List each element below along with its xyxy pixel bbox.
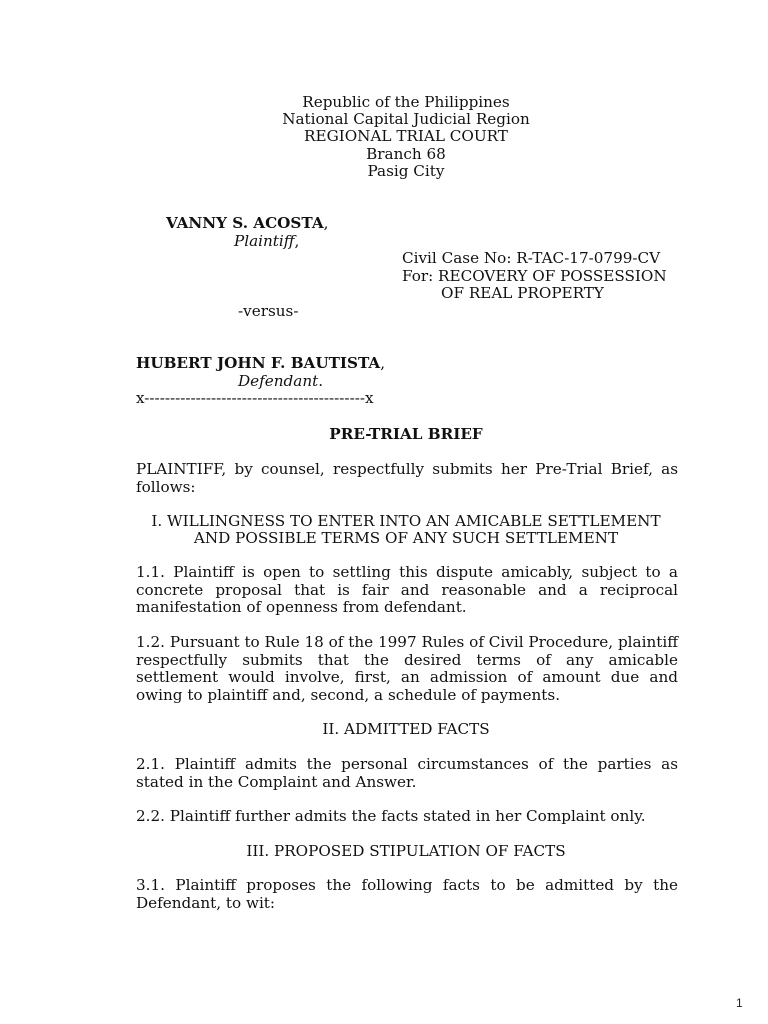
plaintiff-role: Plaintiff: [234, 232, 295, 250]
paragraph-1-2: 1.2. Pursuant to Rule 18 of the 1997 Rules of Civil Procedure, plaintiff respectfully submits that the desired terms of any amicable settlement would involve, first, an admission of amount due and owing to plaintiff and, second, a schedule of payments.: [136, 633, 678, 704]
case-nature-line2: OF REAL PROPERTY: [441, 284, 604, 302]
plaintiff-comma: ,: [323, 214, 329, 232]
case-nature-line1: For: RECOVERY OF POSSESSION: [402, 267, 667, 285]
document-title: PRE-TRIAL BRIEF: [329, 425, 483, 443]
header-city: Pasig City: [367, 162, 445, 180]
caption-separator: x-------------------------------------------x: [136, 389, 374, 407]
versus-label: -versus-: [238, 302, 299, 320]
intro-paragraph: PLAINTIFF, by counsel, respectfully submits her Pre-Trial Brief, as follows:: [136, 460, 678, 496]
paragraph-3-1: 3.1. Plaintiff proposes the following facts to be admitted by the Defendant, to wit:: [136, 876, 678, 912]
header-branch: Branch 68: [366, 145, 446, 163]
defendant-role: Defendant: [238, 372, 319, 390]
plaintiff-role-line: [234, 233, 299, 250]
page-number: 1: [736, 996, 743, 1010]
plaintiff-role-comma: ,: [294, 232, 300, 250]
plaintiff-name: VANNY S. ACOSTA: [166, 214, 324, 232]
defendant-name: HUBERT JOHN F. BAUTISTA: [136, 354, 381, 372]
paragraph-2-2: 2.2. Plaintiff further admits the facts stated in her Complaint only.: [136, 807, 646, 825]
plaintiff-name-line: [166, 215, 328, 232]
section-2-heading: II. ADMITTED FACTS: [322, 720, 490, 738]
case-number: Civil Case No: R-TAC-17-0799-CV: [402, 249, 661, 267]
section-1-heading-line1: I. WILLINGNESS TO ENTER INTO AN AMICABLE SETTLEMENT: [151, 512, 661, 530]
header-court: REGIONAL TRIAL COURT: [304, 127, 508, 145]
paragraph-2-1: 2.1. Plaintiff admits the personal circumstances of the parties as stated in the Complaint and Answer.: [136, 755, 678, 791]
defendant-role-line: [238, 373, 323, 390]
defendant-name-line: [136, 355, 385, 372]
defendant-comma: ,: [380, 354, 386, 372]
paragraph-1-1: 1.1. Plaintiff is open to settling this dispute amicably, subject to a concrete proposal that is fair and reasonable and a reciprocal manifestation of openness from defendant.: [136, 563, 678, 616]
header-republic: Republic of the Philippines: [302, 93, 510, 111]
section-3-heading: III. PROPOSED STIPULATION OF FACTS: [246, 842, 566, 860]
header-judicial-region: National Capital Judicial Region: [282, 110, 530, 128]
section-1-heading-line2: AND POSSIBLE TERMS OF ANY SUCH SETTLEMENT: [193, 529, 619, 547]
defendant-role-period: .: [318, 372, 324, 390]
